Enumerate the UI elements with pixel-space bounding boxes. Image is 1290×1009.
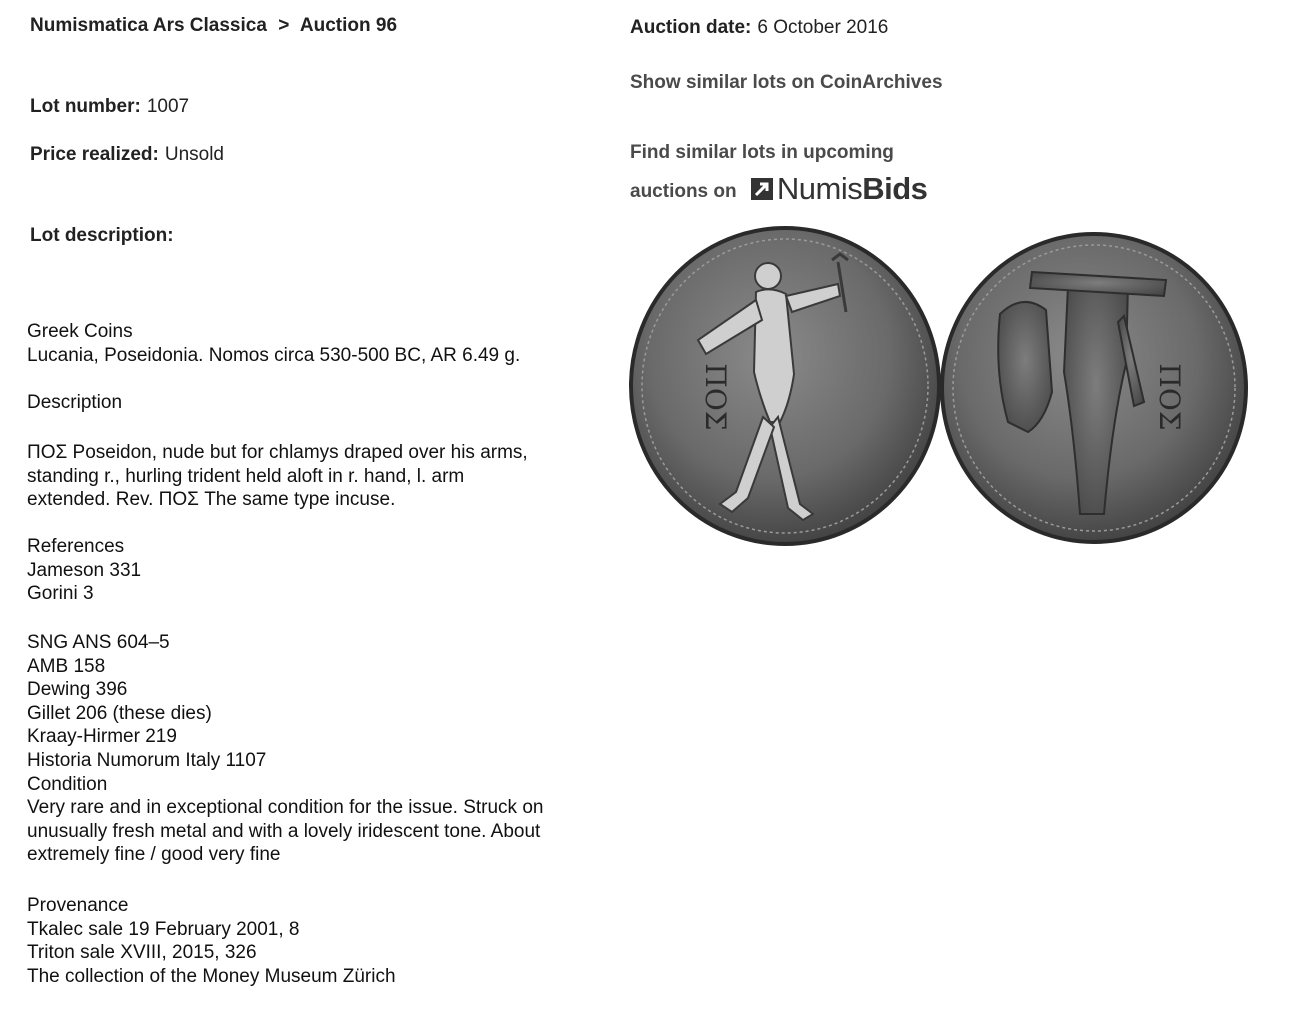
numisbids-wordmark — [777, 171, 928, 207]
price-realized — [30, 144, 224, 166]
provenance-heading: Provenance — [27, 895, 129, 916]
lot-number-label: Lot number: — [30, 96, 141, 117]
reverse-legend: ΠΟΣ — [1153, 363, 1186, 431]
condition-line: extremely fine / good very fine — [27, 844, 281, 866]
condition-line: Very rare and in exceptional condition for the issue. Struck on — [27, 797, 544, 819]
auction-date-label: Auction date: — [630, 17, 752, 38]
references-heading: References — [27, 536, 125, 557]
provenance-line: Triton sale XVIII, 2015, 326 — [27, 942, 257, 964]
auction-date-value: 6 October 2016 — [757, 17, 889, 38]
reference-item: Kraay-Hirmer 219 — [27, 726, 177, 748]
reference-item: SNG ANS 604–5 — [27, 632, 170, 653]
description-line: extended. Rev. ΠΟΣ The same type incuse. — [27, 489, 396, 511]
breadcrumb-separator: > — [278, 15, 290, 36]
breadcrumb-auction-house[interactable]: Numismatica Ars Classica — [30, 15, 267, 36]
breadcrumb — [30, 15, 397, 37]
condition-heading: Condition — [27, 773, 108, 795]
lot-description-heading: Lot description: — [30, 225, 174, 246]
find-similar-line-2 — [630, 171, 927, 210]
description-heading — [27, 391, 607, 415]
coin-reverse — [942, 234, 1246, 542]
numisbids-plain: Numis — [776, 171, 863, 206]
description-line: ΠΟΣ Poseidon, nude but for chlamys draped over his arms, — [27, 442, 528, 463]
lot-category: Greek Coins — [27, 321, 133, 342]
description-line: standing r., hurling trident held aloft in r. hand, l. arm — [27, 465, 465, 487]
lot-number — [30, 96, 189, 118]
lot-category-block — [27, 320, 607, 367]
provenance-line: The collection of the Money Museum Zürich — [27, 965, 396, 987]
references-block — [27, 535, 607, 606]
provenance-line: Tkalec sale 19 February 2001, 8 — [27, 918, 300, 940]
reference-item: AMB 158 — [27, 655, 106, 677]
find-similar-line-1: Find similar lots in upcoming — [630, 142, 894, 163]
numisbids-bold: Bids — [862, 171, 928, 206]
references-block-2 — [27, 631, 607, 867]
description-text — [27, 441, 607, 512]
reference-item: Jameson 331 — [27, 559, 142, 581]
coin-obverse — [631, 228, 939, 544]
numisbids-arrow-icon — [750, 177, 774, 201]
reference-item: Gorini 3 — [27, 583, 94, 605]
find-similar-lots-link[interactable] — [630, 135, 927, 210]
provenance-block — [27, 894, 607, 988]
auction-date — [630, 17, 888, 39]
reference-item: Historia Numorum Italy 1107 — [27, 749, 267, 771]
condition-line: unusually fresh metal and with a lovely iridescent tone. About — [27, 820, 541, 842]
reference-item: Gillet 206 (these dies) — [27, 702, 212, 724]
numisbids-logo[interactable] — [750, 171, 928, 207]
coin-photo — [628, 222, 1256, 550]
obverse-legend: ΠΟΣ — [699, 363, 732, 431]
reference-item: Dewing 396 — [27, 679, 128, 701]
breadcrumb-auction[interactable]: Auction 96 — [299, 15, 398, 36]
lot-number-value: 1007 — [146, 96, 190, 117]
find-similar-auctions-on: auctions on — [630, 181, 737, 202]
description-heading-text: Description — [27, 392, 123, 413]
lot-summary: Lucania, Poseidonia. Nomos circa 530-500 BC, AR 6.49 g. — [27, 344, 521, 366]
price-realized-value: Unsold — [164, 144, 224, 165]
show-similar-lots-link[interactable]: Show similar lots on CoinArchives — [630, 72, 943, 93]
price-realized-label: Price realized: — [30, 144, 159, 165]
